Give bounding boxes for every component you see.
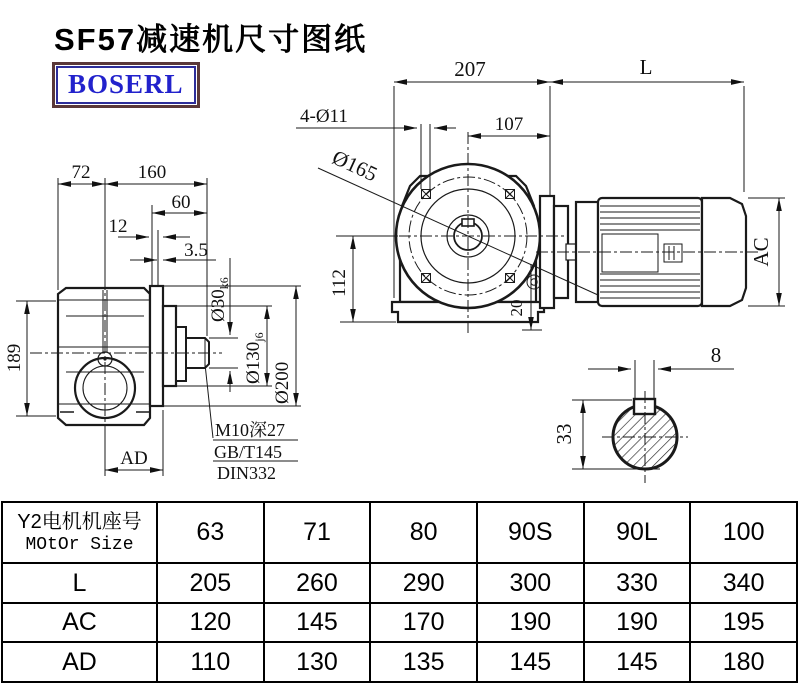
dim-20: 20 bbox=[507, 299, 526, 317]
cell: 205 bbox=[157, 563, 264, 603]
col-header: 90S bbox=[477, 502, 584, 563]
cell: 145 bbox=[264, 603, 371, 643]
table-header-row bbox=[2, 502, 797, 563]
col-header: 100 bbox=[690, 502, 797, 563]
front-view-drawing bbox=[296, 55, 785, 334]
dim-160: 160 bbox=[137, 162, 167, 183]
dim-189: 189 bbox=[4, 343, 25, 373]
thread-note-line3: DIN332 bbox=[217, 463, 276, 483]
cell: 135 bbox=[370, 642, 477, 682]
dim-3p5: 3.5 bbox=[184, 240, 208, 261]
col-header: 90L bbox=[584, 502, 691, 563]
dim-L: L bbox=[639, 55, 653, 79]
dim-72: 72 bbox=[71, 162, 91, 183]
motor-size-header-en: MOtOr Size bbox=[25, 534, 134, 555]
dim-dia200: Ø200 bbox=[272, 361, 293, 404]
col-header: 63 bbox=[157, 502, 264, 563]
dim-8: 8 bbox=[710, 343, 722, 367]
table-row-AC bbox=[2, 603, 797, 643]
cell: 110 bbox=[157, 642, 264, 682]
cell: 190 bbox=[584, 603, 691, 643]
cell: 180 bbox=[690, 642, 797, 682]
dim-4d11: 4-Ø11 bbox=[300, 106, 348, 127]
table-row-L bbox=[2, 563, 797, 603]
shaft-section-drawing bbox=[552, 343, 734, 483]
cell: 330 bbox=[584, 563, 691, 603]
page-title: SF57减速机尺寸图纸 bbox=[54, 22, 368, 57]
cell: 300 bbox=[477, 563, 584, 603]
dim-ad: AD bbox=[120, 448, 148, 469]
dim-AC: AC bbox=[749, 237, 773, 267]
dim-dia165: Ø165 bbox=[328, 145, 382, 187]
row-label: L bbox=[2, 563, 157, 603]
row-label: AC bbox=[2, 603, 157, 643]
side-view-drawing bbox=[4, 162, 301, 483]
dim-60: 60 bbox=[171, 192, 191, 213]
cell: 190 bbox=[477, 603, 584, 643]
dim-dia130j6: $Ø130_{j6}$ bbox=[243, 332, 266, 384]
cell: 120 bbox=[157, 603, 264, 643]
motor-size-header-cell bbox=[2, 502, 157, 563]
col-header: 80 bbox=[370, 502, 477, 563]
table-row-AD bbox=[2, 642, 797, 682]
dim-112: 112 bbox=[329, 269, 350, 297]
dim-dia30k6: $Ø30_{k6}$ bbox=[208, 277, 231, 322]
dimension-table bbox=[1, 501, 798, 683]
cell: 340 bbox=[690, 563, 797, 603]
col-header: 71 bbox=[264, 502, 371, 563]
thread-note-line2: GB/T145 bbox=[214, 442, 283, 462]
cell: 290 bbox=[370, 563, 477, 603]
motor-size-header-cn: Y2电机机座号 bbox=[17, 510, 142, 533]
dim-107: 107 bbox=[494, 114, 524, 135]
dim-12: 12 bbox=[108, 216, 128, 237]
dim-33: 33 bbox=[552, 423, 576, 445]
cell: 195 bbox=[690, 603, 797, 643]
boserl-logo-text: BOSERL bbox=[68, 69, 184, 99]
thread-note-line1: M10深27 bbox=[215, 420, 286, 440]
cell: 145 bbox=[477, 642, 584, 682]
cell: 145 bbox=[584, 642, 691, 682]
cell: 170 bbox=[370, 603, 477, 643]
row-label: AD bbox=[2, 642, 157, 682]
dim-207: 207 bbox=[454, 57, 486, 81]
cell: 260 bbox=[264, 563, 371, 603]
cell: 130 bbox=[264, 642, 371, 682]
